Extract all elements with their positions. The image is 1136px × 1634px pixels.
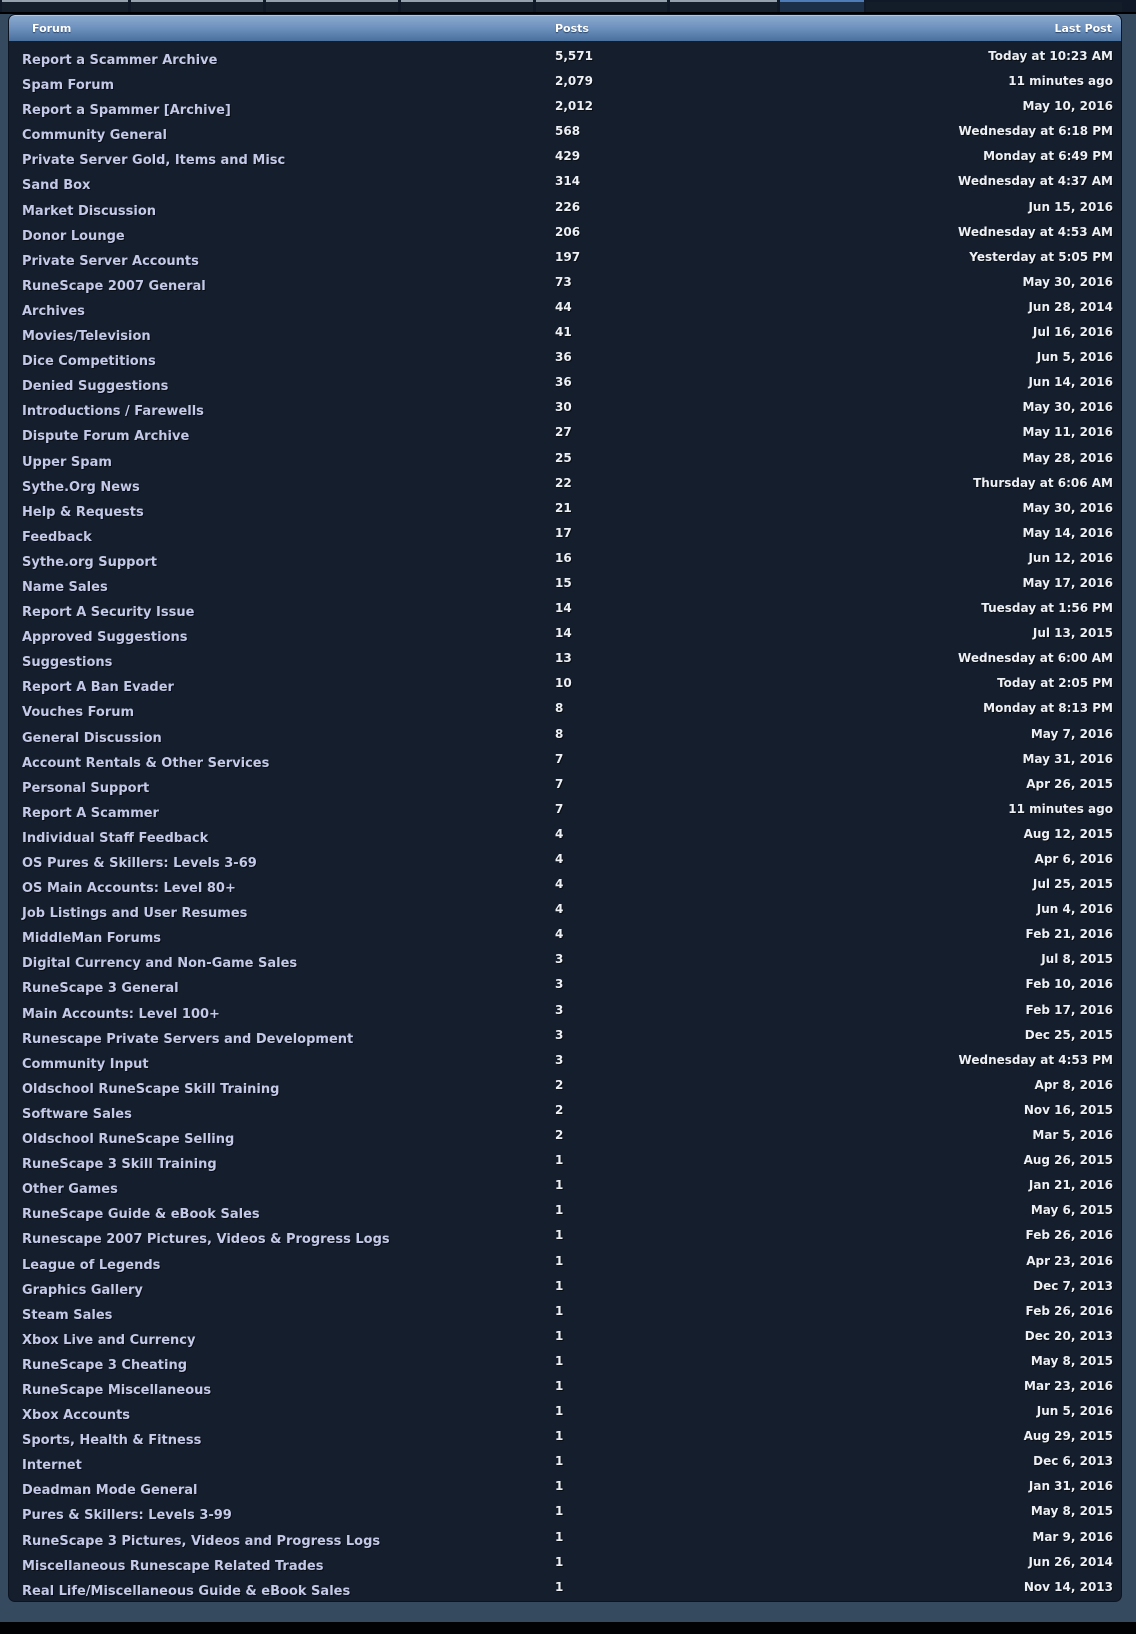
post-count: 1 [555,1579,564,1594]
last-post-date[interactable]: Jan 31, 2016 [1028,1479,1113,1494]
forum-link[interactable]: Real Life/Miscellaneous Guide & eBook Sales [22,1583,351,1599]
last-post-date[interactable]: May 28, 2016 [1022,450,1113,465]
last-post-date[interactable]: May 30, 2016 [1022,500,1113,515]
last-post-date[interactable]: May 31, 2016 [1022,751,1113,766]
forum-link[interactable]: Individual Staff Feedback [22,830,209,846]
table-row [9,799,1121,824]
table-row [9,96,1121,121]
table-row [9,71,1121,96]
post-count: 21 [555,500,572,515]
forum-link[interactable]: Name Sales [22,579,108,595]
forum-link[interactable]: Account Rentals & Other Services [22,755,270,771]
table-row [9,749,1121,774]
last-post-date[interactable]: May 10, 2016 [1022,99,1113,114]
forum-link[interactable]: Report A Ban Evader [22,680,174,696]
post-count: 3 [555,1027,564,1042]
post-count: 13 [555,651,572,666]
forum-link[interactable]: Sythe.org Support [22,554,158,570]
forum-link[interactable]: Graphics Gallery [22,1282,143,1298]
post-count: 1 [555,1404,564,1419]
last-post-date[interactable]: Thursday at 6:06 AM [973,475,1113,490]
forum-link[interactable]: Internet [22,1458,82,1474]
post-count: 8 [555,726,564,741]
table-body [9,41,1121,1602]
table-row [9,1200,1121,1225]
forum-link[interactable]: Report A Security Issue [22,605,195,621]
table-row [9,1276,1121,1301]
table-row [9,1577,1121,1602]
forum-link[interactable]: Personal Support [22,780,150,796]
table-row [9,1476,1121,1501]
last-post-date[interactable]: Wednesday at 6:18 PM [958,124,1113,139]
table-row [9,1025,1121,1050]
table-row [9,1426,1121,1451]
table-row [9,247,1121,272]
table-row [9,1301,1121,1326]
last-post-date[interactable]: Today at 2:05 PM [997,676,1113,691]
post-count: 1 [555,1378,564,1393]
last-post-date[interactable]: Nov 16, 2015 [1023,1102,1113,1117]
last-post-date[interactable]: Jun 26, 2014 [1028,1554,1113,1569]
post-count: 2,012 [555,99,593,114]
post-count: 1 [555,1529,564,1544]
forum-link[interactable]: Upper Spam [22,454,112,470]
last-post-date[interactable]: Aug 12, 2015 [1023,826,1113,841]
last-post-date[interactable]: Tuesday at 1:56 PM [981,601,1113,616]
top-tab[interactable] [266,0,398,12]
post-count: 206 [555,224,581,239]
table-row [9,924,1121,949]
post-count: 4 [555,877,564,892]
post-count: 3 [555,952,564,967]
forum-link[interactable]: Digital Currency and Non-Game Sales [22,956,298,972]
post-count: 4 [555,927,564,942]
post-count: 226 [555,199,581,214]
last-post-date[interactable]: Wednesday at 6:00 AM [958,651,1113,666]
last-post-date[interactable]: Wednesday at 4:53 PM [958,1052,1113,1067]
last-post-date[interactable]: Today at 10:23 AM [988,49,1113,63]
forum-link[interactable]: OS Main Accounts: Level 80+ [22,881,236,897]
table-header [9,15,1121,41]
table-row [9,297,1121,322]
table-row [9,1451,1121,1476]
last-post-date[interactable]: Feb 21, 2016 [1025,927,1113,942]
forum-link[interactable]: Pures & Skillers: Levels 3-99 [22,1508,232,1524]
table-row [9,422,1121,447]
last-post-date[interactable]: Jun 4, 2016 [1036,902,1113,917]
last-post-date[interactable]: Jun 15, 2016 [1028,199,1113,214]
table-row [9,498,1121,523]
post-count: 10 [555,676,572,691]
post-count: 1 [555,1178,564,1193]
last-post-date[interactable]: Monday at 6:49 PM [983,149,1113,164]
forum-link[interactable]: Oldschool RuneScape Skill Training [22,1081,280,1097]
table-row [9,448,1121,473]
forum-link[interactable]: RuneScape 3 Skill Training [22,1157,217,1173]
last-post-date[interactable]: Nov 14, 2013 [1023,1579,1113,1594]
table-row [9,623,1121,648]
last-post-date[interactable]: May 30, 2016 [1022,274,1113,289]
table-row [9,46,1121,71]
last-post-date[interactable]: Dec 7, 2013 [1033,1278,1113,1293]
post-count: 314 [555,174,581,189]
table-row [9,1175,1121,1200]
top-tab[interactable] [670,0,777,12]
post-count: 1 [555,1203,564,1218]
post-count: 16 [555,550,572,565]
table-row [9,1075,1121,1100]
top-tab[interactable] [536,0,667,12]
forum-link[interactable]: General Discussion [22,730,162,746]
page-background [0,14,1136,1622]
post-count: 3 [555,1002,564,1017]
last-post-date[interactable]: Mar 23, 2016 [1024,1378,1113,1393]
last-post-date[interactable]: Jul 8, 2015 [1041,952,1113,967]
last-post-date[interactable]: May 17, 2016 [1022,575,1113,590]
table-row [9,322,1121,347]
post-count: 568 [555,124,581,139]
last-post-date[interactable]: May 8, 2015 [1030,1353,1113,1368]
table-row [9,1501,1121,1526]
top-tab[interactable] [2,0,128,12]
last-post-date[interactable]: Jun 28, 2014 [1028,299,1113,314]
post-count: 41 [555,325,572,340]
post-count: 44 [555,299,572,314]
post-count: 4 [555,852,564,866]
bottom-edge [0,1622,1136,1634]
forum-link[interactable]: RuneScape Miscellaneous [22,1382,212,1398]
last-post-date[interactable]: Jun 5, 2016 [1036,350,1113,365]
table-row [9,673,1121,698]
top-tab-active[interactable] [780,0,864,12]
post-count: 15 [555,575,572,590]
forum-link[interactable]: Software Sales [22,1106,132,1122]
last-post-date[interactable]: May 30, 2016 [1022,400,1113,415]
forum-link[interactable]: Deadman Mode General [22,1483,198,1499]
forum-link[interactable]: RuneScape 3 General [22,981,179,997]
last-post-date[interactable]: Apr 23, 2016 [1026,1253,1113,1268]
last-post-date[interactable]: Mar 9, 2016 [1032,1529,1113,1544]
post-count: 2 [555,1077,564,1092]
forum-link[interactable]: Main Accounts: Level 100+ [22,1006,220,1022]
last-post-date[interactable]: Jan 21, 2016 [1028,1178,1113,1193]
last-post-date[interactable]: Apr 26, 2015 [1026,776,1113,791]
forum-link[interactable]: Xbox Accounts [22,1408,131,1424]
last-post-date[interactable]: May 14, 2016 [1022,525,1113,540]
forum-link[interactable]: Donor Lounge [22,228,125,244]
post-count: 197 [555,249,581,264]
table-row [9,774,1121,799]
post-count: 1 [555,1554,564,1569]
table-row [9,523,1121,548]
table-row [9,874,1121,899]
post-count: 4 [555,826,564,841]
table-row [9,1326,1121,1351]
table-row [9,1150,1121,1175]
last-post-date[interactable]: Wednesday at 4:53 AM [958,224,1113,239]
table-row [9,648,1121,673]
forum-link[interactable]: Denied Suggestions [22,379,169,395]
forum-link[interactable]: Feedback [22,529,92,545]
post-count: 36 [555,350,572,365]
table-row [9,1000,1121,1025]
last-post-date[interactable]: Jul 25, 2015 [1032,877,1113,892]
post-count: 22 [555,475,572,490]
post-count: 1 [555,1228,564,1243]
forum-link[interactable]: Report A Scammer [22,805,159,821]
table-row [9,272,1121,297]
table-row [9,121,1121,146]
forum-link[interactable]: Oldschool RuneScape Selling [22,1132,235,1148]
post-count: 1 [555,1504,564,1519]
forum-link[interactable]: Vouches Forum [22,705,135,721]
column-header-forum: Forum [32,22,72,35]
last-post-date[interactable]: Yesterday at 5:05 PM [969,249,1113,264]
last-post-date[interactable]: Jun 14, 2016 [1028,375,1113,390]
post-count: 2 [555,1128,564,1143]
post-count: 1 [555,1454,564,1469]
post-count: 4 [555,902,564,917]
post-count: 429 [555,149,581,164]
table-row [9,1351,1121,1376]
forum-link[interactable]: Spam Forum [22,78,115,94]
table-row [9,698,1121,723]
table-row [9,146,1121,171]
table-row [9,1376,1121,1401]
top-tab[interactable] [401,0,533,12]
table-row [9,974,1121,999]
top-tab[interactable] [131,0,263,12]
forum-link[interactable]: MiddleMan Forums [22,931,162,947]
last-post-date[interactable]: Apr 8, 2016 [1034,1077,1113,1092]
column-header-posts: Posts [555,22,589,35]
table-row [9,197,1121,222]
forum-stats-panel [8,14,1122,1602]
last-post-date[interactable]: May 11, 2016 [1022,425,1113,440]
table-row [9,1100,1121,1125]
forum-link[interactable]: RuneScape 2007 General [22,278,206,294]
post-count: 1 [555,1153,564,1168]
post-count: 5,571 [555,49,593,63]
table-row [9,171,1121,196]
forum-link[interactable]: Suggestions [22,655,113,671]
post-count: 3 [555,1052,564,1067]
post-count: 14 [555,601,572,616]
table-row [9,598,1121,623]
post-count: 25 [555,450,572,465]
table-row [9,222,1121,247]
table-row [9,949,1121,974]
table-row [9,1050,1121,1075]
post-count: 2,079 [555,74,593,89]
table-row [9,724,1121,749]
forum-link[interactable]: Job Listings and User Resumes [22,906,248,922]
forum-link[interactable]: Private Server Accounts [22,253,199,269]
post-count: 3 [555,977,564,992]
last-post-date[interactable]: Dec 20, 2013 [1024,1328,1113,1343]
last-post-date[interactable]: Jun 12, 2016 [1028,550,1113,565]
last-post-date[interactable]: Aug 29, 2015 [1023,1429,1113,1444]
post-count: 7 [555,751,564,766]
forum-link[interactable]: Introductions / Farewells [22,404,204,420]
forum-link[interactable]: Market Discussion [22,203,157,219]
forum-link[interactable]: Report a Scammer Archive [22,53,218,68]
last-post-date[interactable]: Feb 26, 2016 [1025,1228,1113,1243]
forum-link[interactable]: RuneScape Guide & eBook Sales [22,1207,260,1223]
post-count: 7 [555,801,564,816]
forum-link[interactable]: Sand Box [22,178,91,194]
forum-link[interactable]: Xbox Live and Currency [22,1332,196,1348]
post-count: 27 [555,425,572,440]
table-row [9,1225,1121,1250]
table-row [9,372,1121,397]
last-post-date[interactable]: Feb 10, 2016 [1025,977,1113,992]
column-header-last-post: Last Post [1054,22,1112,35]
table-row [9,548,1121,573]
last-post-date[interactable]: Aug 26, 2015 [1023,1153,1113,1168]
post-count: 36 [555,375,572,390]
forum-link[interactable]: OS Pures & Skillers: Levels 3-69 [22,856,257,871]
last-post-date[interactable]: 11 minutes ago [1008,801,1113,816]
last-post-date[interactable]: Jul 13, 2015 [1032,626,1113,641]
forum-link[interactable]: RuneScape 3 Pictures, Videos and Progress Logs [22,1533,381,1549]
table-row [9,1552,1121,1577]
last-post-date[interactable]: Mar 5, 2016 [1032,1128,1113,1143]
forum-link[interactable]: League of Legends [22,1257,161,1273]
forum-link[interactable]: Sports, Health & Fitness [22,1433,202,1449]
table-row [9,1527,1121,1552]
last-post-date[interactable]: Monday at 8:13 PM [983,701,1113,716]
forum-link[interactable]: Approved Suggestions [22,630,188,646]
post-count: 1 [555,1253,564,1268]
table-row [9,849,1121,874]
forum-link[interactable]: Movies/Television [22,329,151,345]
post-count: 1 [555,1429,564,1444]
forum-link[interactable]: Other Games [22,1182,118,1198]
forum-link[interactable]: Report a Spammer [Archive] [22,103,231,119]
top-tab[interactable] [866,0,1122,12]
forum-link[interactable]: Runescape 2007 Pictures, Videos & Progress Logs [22,1232,390,1248]
post-count: 1 [555,1479,564,1494]
table-row [9,473,1121,498]
forum-link[interactable]: Archives [22,303,85,319]
post-count: 1 [555,1353,564,1368]
post-count: 8 [555,701,564,716]
last-post-date[interactable]: 11 minutes ago [1008,74,1113,89]
post-count: 14 [555,626,572,641]
table-row [9,347,1121,372]
forum-link[interactable]: Steam Sales [22,1307,113,1323]
last-post-date[interactable]: Wednesday at 4:37 AM [958,174,1113,189]
forum-link[interactable]: RuneScape 3 Cheating [22,1357,188,1373]
post-count: 7 [555,776,564,791]
post-count: 2 [555,1102,564,1117]
forum-link[interactable]: Private Server Gold, Items and Misc [22,153,286,169]
forum-link[interactable]: Sythe.Org News [22,479,140,495]
last-post-date[interactable]: May 7, 2016 [1030,726,1113,741]
last-post-date[interactable]: Jun 5, 2016 [1036,1404,1113,1419]
last-post-date[interactable]: May 6, 2015 [1030,1203,1113,1218]
forum-link[interactable]: Help & Requests [22,504,144,520]
post-count: 73 [555,274,572,289]
last-post-date[interactable]: Feb 17, 2016 [1025,1002,1113,1017]
last-post-date[interactable]: Jul 16, 2016 [1032,325,1113,340]
table-row [9,1251,1121,1276]
post-count: 30 [555,400,572,415]
last-post-date[interactable]: May 8, 2015 [1030,1504,1113,1519]
post-count: 1 [555,1303,564,1318]
table-row [9,824,1121,849]
post-count: 1 [555,1328,564,1343]
last-post-date[interactable]: Dec 6, 2013 [1033,1454,1113,1469]
post-count: 1 [555,1278,564,1293]
post-count: 17 [555,525,572,540]
forum-link[interactable]: Dice Competitions [22,354,156,370]
table-row [9,1401,1121,1426]
table-row [9,899,1121,924]
forum-link[interactable]: Community General [22,128,167,144]
forum-link[interactable]: Community Input [22,1056,149,1072]
table-row [9,397,1121,422]
table-row [9,573,1121,598]
forum-link[interactable]: Runescape Private Servers and Development [22,1031,354,1047]
last-post-date[interactable]: Feb 26, 2016 [1025,1303,1113,1318]
forum-link[interactable]: Dispute Forum Archive [22,429,190,445]
last-post-date[interactable]: Dec 25, 2015 [1024,1027,1113,1042]
forum-link[interactable]: Miscellaneous Runescape Related Trades [22,1558,324,1574]
last-post-date[interactable]: Apr 6, 2016 [1034,852,1113,866]
table-row [9,1125,1121,1150]
top-tab-strip [0,0,1136,12]
